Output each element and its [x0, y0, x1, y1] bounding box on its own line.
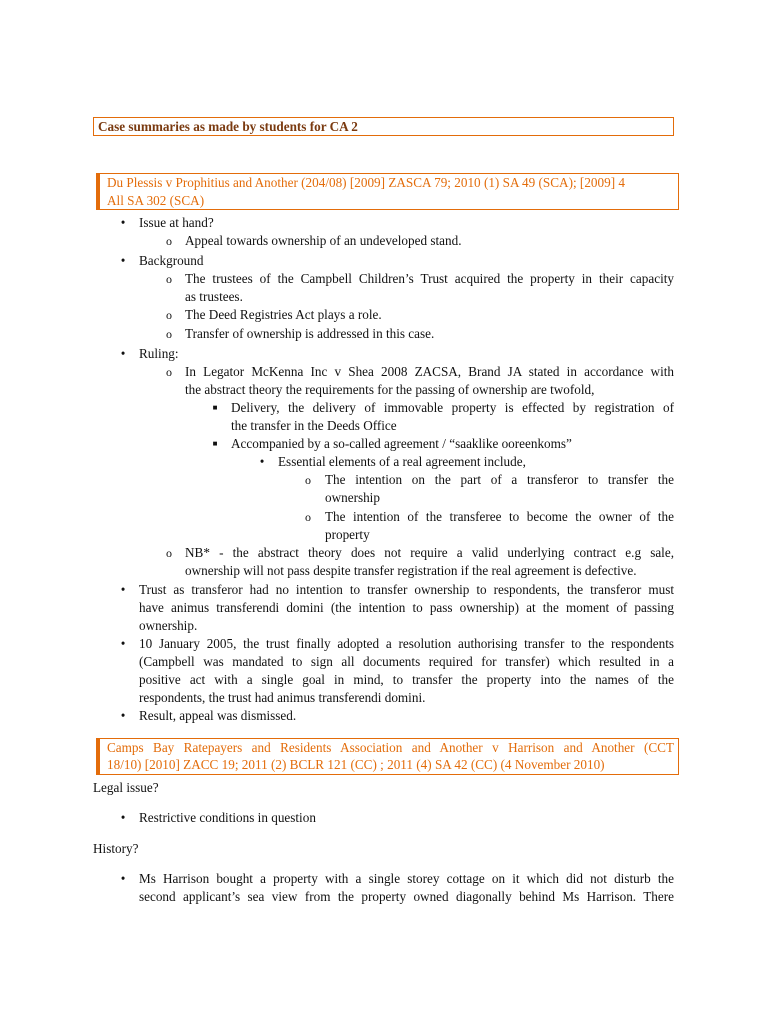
bullet-square: ■ — [212, 439, 218, 448]
list-item: Background — [139, 253, 204, 268]
case-heading-line: All SA 302 (SCA) — [107, 193, 205, 208]
list-item-cont: respondents, the trust had animus transferendi domini. — [139, 690, 426, 705]
list-item: Accompanied by a so-called agreement / “saaklike ooreenkoms” — [231, 436, 572, 451]
bullet-circle: o — [166, 234, 172, 248]
list-item-cont: as trustees. — [185, 289, 243, 304]
list-item: NB* - the abstract theory does not require a valid underlying contract e.g sale, — [185, 545, 674, 560]
case-heading-box-1 — [96, 173, 679, 210]
list-item: The Deed Registries Act plays a role. — [185, 307, 382, 322]
list-item: 10 January 2005, the trust finally adopted a resolution authorising transfer to the respondents — [139, 636, 674, 651]
list-item-cont: ownership — [325, 490, 380, 505]
list-item-cont: second applicant’s sea view from the property owned diagonally behind Ms Harrison. There — [139, 889, 674, 904]
list-item: Result, appeal was dismissed. — [139, 708, 297, 723]
case-heading-line: Camps Bay Ratepayers and Residents Association and Another v Harrison and Another (CCT — [107, 740, 674, 755]
bullet-dot — [116, 345, 130, 363]
bullet-dot — [116, 870, 130, 888]
list-item-cont: property — [325, 527, 370, 542]
bullet-circle: o — [166, 272, 172, 286]
list-item: The intention on the part of a transferor to transfer the — [325, 472, 674, 487]
list-item: In Legator McKenna Inc v Shea 2008 ZACSA, Brand JA stated in accordance with — [185, 364, 674, 379]
list-item-cont: ownership will not pass despite transfer registration if the real agreement is defective. — [185, 563, 637, 578]
list-item: Appeal towards ownership of an undeveloped stand. — [185, 233, 462, 248]
bullet-circle: o — [166, 308, 172, 322]
list-item: The intention of the transferee to become the owner of the — [325, 509, 674, 524]
bullet-circle: o — [305, 473, 311, 487]
list-item-cont: positive act with a single goal in mind, to transfer the property into the names of the — [139, 672, 674, 687]
list-item: The trustees of the Campbell Children’s Trust acquired the property in their capacity — [185, 271, 674, 286]
bullet-circle: o — [166, 546, 172, 560]
list-item: Ms Harrison bought a property with a single storey cottage on it which did not disturb the — [139, 871, 674, 886]
bullet-circle: o — [305, 510, 311, 524]
section-label: History? — [93, 841, 139, 856]
bullet-dot — [116, 707, 130, 725]
case-heading-box-2 — [96, 738, 679, 775]
bullet-circle: o — [166, 365, 172, 379]
bullet-dot — [116, 252, 130, 270]
list-item: Ruling: — [139, 346, 179, 361]
bullet-dot — [255, 453, 269, 471]
list-item: Essential elements of a real agreement include, — [278, 454, 526, 469]
list-item: Delivery, the delivery of immovable property is effected by registration of — [231, 400, 674, 415]
list-item-cont: the transfer in the Deeds Office — [231, 418, 397, 433]
list-item: Issue at hand? — [139, 215, 214, 230]
list-item-cont: ownership. — [139, 618, 198, 633]
bullet-dot — [116, 581, 130, 599]
section-label: Legal issue? — [93, 780, 159, 795]
case-heading-line: 18/10) [2010] ZACC 19; 2011 (2) BCLR 121 (CC) ; 2011 (4) SA 42 (CC) (4 November 2010) — [107, 757, 605, 772]
list-item: Trust as transferor had no intention to transfer ownership to respondents, the transferor must — [139, 582, 674, 597]
list-item: Restrictive conditions in question — [139, 810, 316, 825]
list-item-cont: have animus transferendi domini (the intention to pass ownership) at the moment of passing — [139, 600, 674, 615]
list-item-cont: (Campbell was mandated to sign all documents required for transfer) which resulted in a — [139, 654, 674, 669]
bullet-dot — [116, 635, 130, 653]
bullet-dot — [116, 214, 130, 232]
bullet-square: ■ — [212, 403, 218, 412]
list-item: Transfer of ownership is addressed in this case. — [185, 326, 435, 341]
bullet-dot — [116, 809, 130, 827]
case-heading-line: Du Plessis v Prophitius and Another (204/08) [2009] ZASCA 79; 2010 (1) SA 49 (SCA); [2009] 4 — [107, 175, 625, 190]
document-title: Case summaries as made by students for CA 2 — [98, 119, 358, 134]
list-item-cont: the abstract theory the requirements for the passing of ownership are twofold, — [185, 382, 595, 397]
bullet-circle: o — [166, 327, 172, 341]
document-title-box — [93, 117, 674, 136]
